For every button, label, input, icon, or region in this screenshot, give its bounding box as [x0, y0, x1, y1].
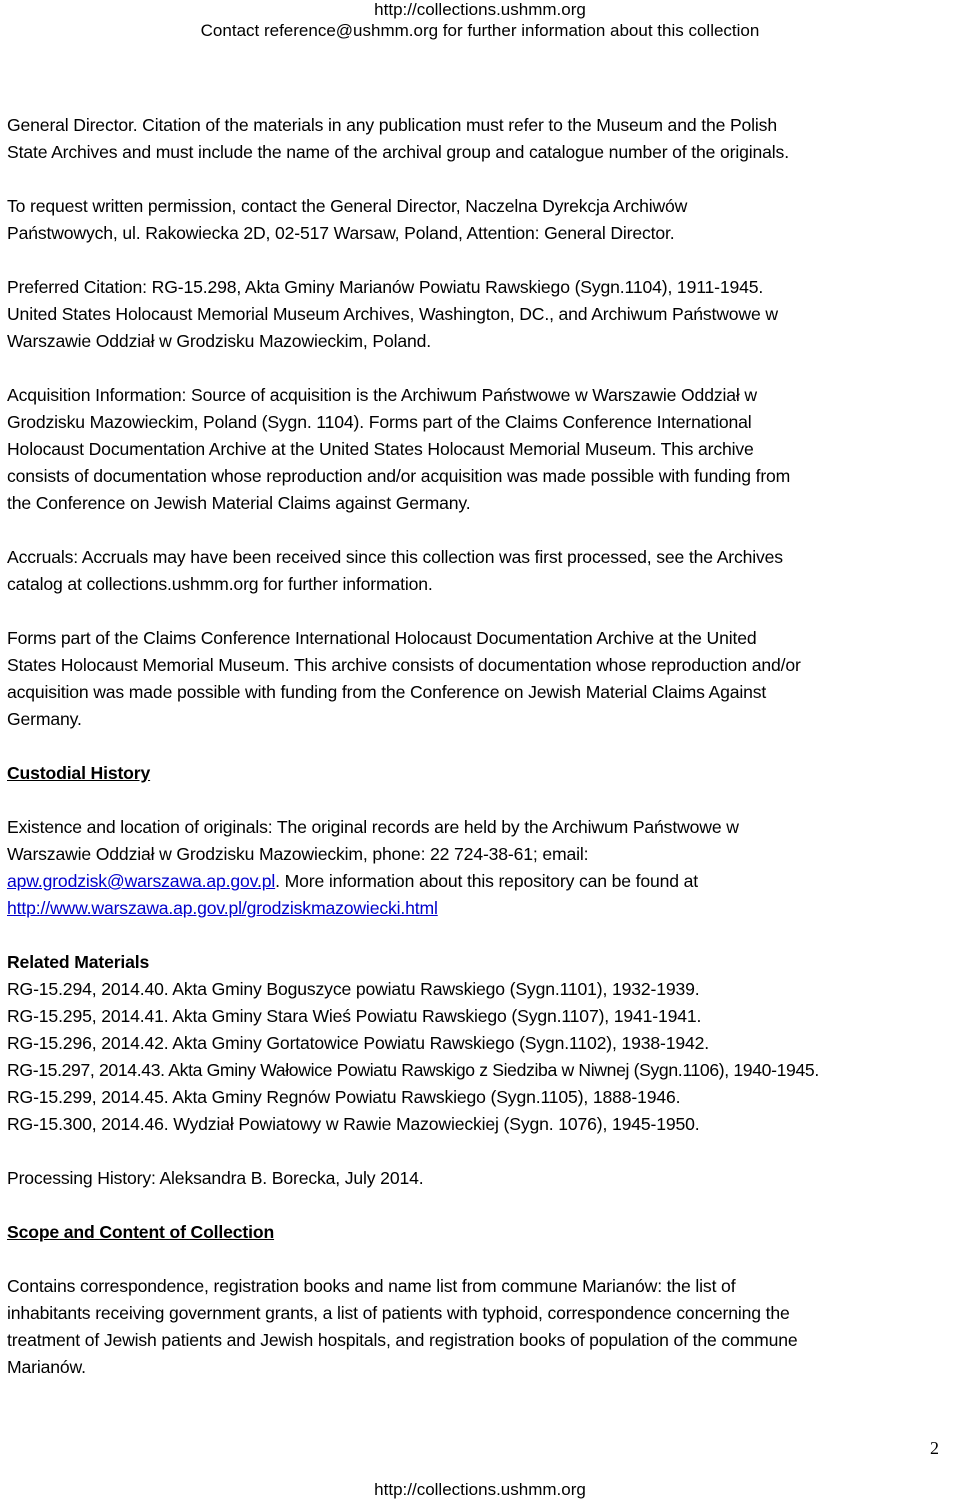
email-link[interactable]: apw.grodzisk@warszawa.ap.gov.pl [7, 871, 276, 891]
list-item: RG-15.295, 2014.41. Akta Gminy Stara Wieś Powiatu Rawskiego (Sygn.1107), 1941-1941. [7, 1006, 702, 1026]
text-line: Accruals: Accruals may have been received since this collection was first processed, see the Archives [7, 547, 783, 567]
text-line: Acquisition Information: Source of acquisition is the Archiwum Państwowe w Warszawie Oddział w [7, 385, 757, 405]
text-line: Warszawie Oddział w Grodzisku Mazowieckim, phone: 22 724-38-61; email: [7, 844, 589, 864]
related-materials-section [7, 949, 957, 1138]
scope-content-paragraph [7, 1273, 957, 1381]
page-number: 2 [930, 1438, 939, 1458]
accruals-paragraph [7, 544, 957, 598]
text-line: State Archives and must include the name of the archival group and catalogue number of the originals. [7, 142, 789, 162]
text-line [7, 868, 957, 895]
text-line: Preferred Citation: RG-15.298, Akta Gminy Marianów Powiatu Rawskiego (Sygn.1104), 1911-1945. [7, 277, 764, 297]
section-heading: Scope and Content of Collection [7, 1222, 275, 1242]
custodial-history-heading [7, 760, 957, 787]
list-item: RG-15.300, 2014.46. Wydział Powiatowy w Rawie Mazowieckiej (Sygn. 1076), 1945-1950. [7, 1114, 700, 1134]
list-item: RG-15.296, 2014.42. Akta Gminy Gortatowice Powiatu Rawskiego (Sygn.1102), 1938-1942. [7, 1033, 709, 1053]
text-line [7, 895, 957, 922]
text-line: Contains correspondence, registration books and name list from commune Marianów: the list of [7, 1276, 736, 1296]
processing-history-paragraph [7, 1165, 957, 1192]
permission-paragraph [7, 193, 957, 247]
document-body [7, 112, 957, 1408]
text-line: United States Holocaust Memorial Museum Archives, Washington, DC., and Archiwum Państwowe w [7, 304, 778, 324]
text-line: States Holocaust Memorial Museum. This archive consists of documentation whose reproduction and/or [7, 655, 801, 675]
page-footer: http://collections.ushmm.org [374, 1480, 586, 1499]
text-line: General Director. Citation of the materials in any publication must refer to the Museum and the Polish [7, 115, 777, 135]
header-site-url: http://collections.ushmm.org [374, 0, 586, 19]
text-line: To request written permission, contact the General Director, Naczelna Dyrekcja Archiwów [7, 196, 688, 216]
text-line: Germany. [7, 709, 82, 729]
list-item: RG-15.297, 2014.43. Akta Gminy Wałowice Powiatu Rawskigo z Siedziba w Niwnej (Sygn.1106), 1940-1945. [7, 1060, 819, 1080]
text-line: Grodzisku Mazowieckim, Poland (Sygn. 1104). Forms part of the Claims Conference International [7, 412, 752, 432]
citation-paragraph [7, 112, 957, 166]
page-header [0, 0, 960, 41]
text-line: Warszawie Oddział w Grodzisku Mazowieckim, Poland. [7, 331, 432, 351]
originals-location-paragraph [7, 814, 957, 922]
list-item: RG-15.299, 2014.45. Akta Gminy Regnów Powiatu Rawskiego (Sygn.1105), 1888-1946. [7, 1087, 681, 1107]
text-fragment: . More information about this repository can be found at [275, 871, 699, 891]
scope-heading [7, 1219, 957, 1246]
claims-conference-paragraph [7, 625, 957, 733]
acquisition-paragraph [7, 382, 957, 517]
text-line: Processing History: Aleksandra B. Borecka, July 2014. [7, 1168, 424, 1188]
repository-url-link[interactable]: http://www.warszawa.ap.gov.pl/grodziskmazowiecki.html [7, 898, 438, 918]
text-line: catalog at collections.ushmm.org for further information. [7, 574, 433, 594]
text-line: inhabitants receiving government grants, a list of patients with typhoid, correspondence concerning the [7, 1303, 790, 1323]
text-line: acquisition was made possible with funding from the Conference on Jewish Material Claims Against [7, 682, 767, 702]
text-line: the Conference on Jewish Material Claims against Germany. [7, 493, 471, 513]
section-heading: Custodial History [7, 763, 151, 783]
text-line: Holocaust Documentation Archive at the United States Holocaust Memorial Museum. This archive [7, 439, 754, 459]
preferred-citation-paragraph [7, 274, 957, 355]
list-item: RG-15.294, 2014.40. Akta Gminy Boguszyce powiatu Rawskiego (Sygn.1101), 1932-1939. [7, 979, 700, 999]
text-line: consists of documentation whose reproduction and/or acquisition was made possible with funding from [7, 466, 791, 486]
text-line: Forms part of the Claims Conference International Holocaust Documentation Archive at the United [7, 628, 757, 648]
text-line: treatment of Jewish patients and Jewish hospitals, and registration books of population of the commune [7, 1330, 798, 1350]
text-line: Marianów. [7, 1357, 86, 1377]
header-contact-line: Contact reference@ushmm.org for further information about this collection [200, 21, 760, 40]
text-line: Existence and location of originals: The original records are held by the Archiwum Państwowe w [7, 817, 739, 837]
section-heading: Related Materials [7, 952, 150, 972]
text-line: Państwowych, ul. Rakowiecka 2D, 02-517 Warsaw, Poland, Attention: General Director. [7, 223, 675, 243]
